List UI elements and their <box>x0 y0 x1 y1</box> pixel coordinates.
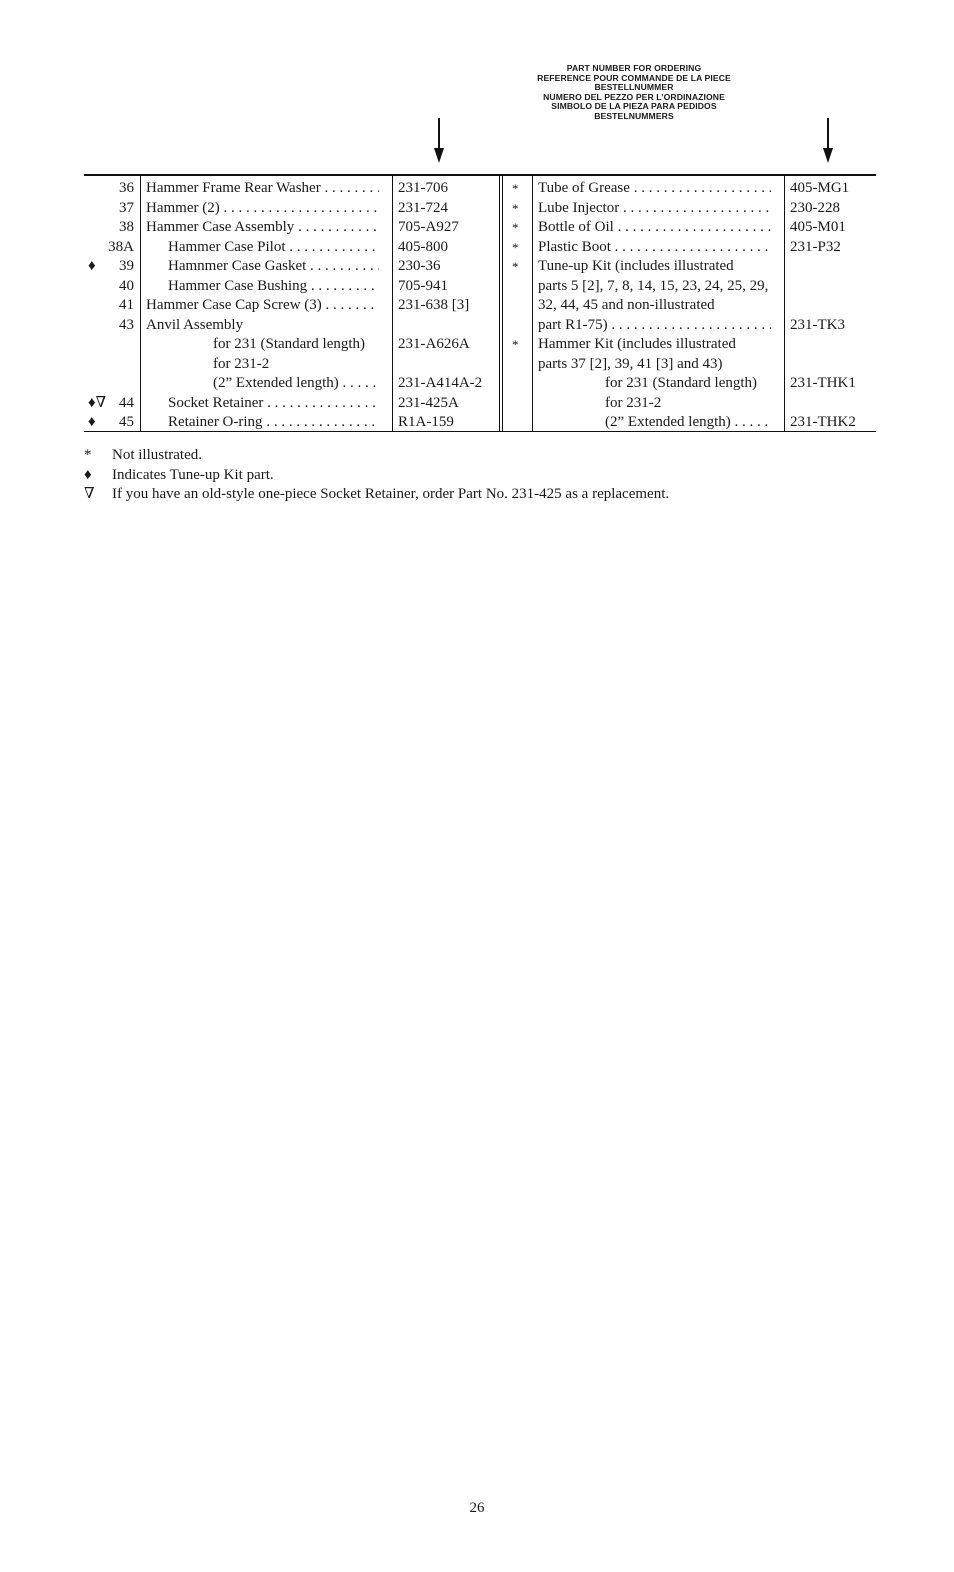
header-line: BESTELNUMMERS <box>594 110 674 121</box>
not-illustrated-mark: * <box>512 259 519 274</box>
table-row <box>0 316 954 335</box>
part-description <box>538 277 771 296</box>
part-description <box>538 296 771 315</box>
page-number: 26 <box>469 1500 485 1516</box>
table-row <box>0 394 954 413</box>
table-row <box>0 277 954 296</box>
part-number: 231-425A <box>398 394 459 411</box>
part-number: 405-800 <box>398 238 448 255</box>
part-description <box>605 374 771 393</box>
part-number: 405-MG1 <box>790 180 850 196</box>
part-description-text: parts 5 [2], 7, 8, 14, 15, 23, 24, 25, 29, <box>538 277 769 294</box>
part-number: 705-941 <box>398 277 448 294</box>
part-description-text: for 231-2 <box>213 355 270 372</box>
part-description <box>538 355 771 374</box>
header-line: BESTELLNUMMER <box>594 82 674 93</box>
part-description-text: for 231 (Standard length) <box>605 375 758 391</box>
part-description-text: Lube Injector <box>538 199 620 216</box>
footnote-text: Not illustrated. <box>112 447 202 463</box>
part-number: 230-36 <box>398 258 441 274</box>
part-description-text: Hammer Case Pilot <box>168 238 286 255</box>
part-description <box>538 316 771 335</box>
part-description-text: Plastic Boot <box>538 238 611 255</box>
part-description <box>605 394 771 413</box>
part-number: 705-A927 <box>398 219 459 235</box>
part-description <box>538 335 771 354</box>
leader-dots <box>619 200 771 216</box>
item-number: 38 <box>119 219 134 235</box>
table-row <box>0 296 954 315</box>
item-number: 44 <box>119 394 134 411</box>
part-number: 231-706 <box>398 180 448 196</box>
table-row <box>0 218 954 237</box>
part-description-text: Hammer (2) <box>146 199 220 216</box>
item-number: 39 <box>119 258 134 274</box>
part-description-text: Hamnmer Case Gasket <box>168 258 307 274</box>
footnote-symbol: ♦ <box>84 466 92 483</box>
table-row <box>0 238 954 257</box>
item-number: 37 <box>119 199 134 216</box>
table-row <box>0 374 954 393</box>
header-line: NUMERO DEL PEZZO PER L’ORDINAZIONE <box>543 91 725 102</box>
item-number: 43 <box>119 316 134 333</box>
table-row <box>0 199 954 218</box>
part-description <box>538 238 771 257</box>
table-row <box>0 355 954 374</box>
part-number: 231-TK3 <box>790 316 845 333</box>
part-description-text: 32, 44, 45 and non-illustrated <box>538 297 715 313</box>
part-number: 405-M01 <box>790 219 846 235</box>
part-number: 231-A626A <box>398 336 470 352</box>
part-description <box>538 179 771 198</box>
part-number: R1A-159 <box>398 414 454 430</box>
item-number: 38A <box>108 238 134 255</box>
part-description-text: Retainer O-ring <box>168 414 263 430</box>
part-number: 231-P32 <box>790 238 841 255</box>
leader-dots <box>614 219 771 235</box>
not-illustrated-mark: * <box>512 337 519 352</box>
part-number: 231-724 <box>398 199 448 216</box>
leader-dots <box>611 239 771 255</box>
part-number: 231-THK1 <box>790 375 856 391</box>
not-illustrated-mark: * <box>512 200 519 216</box>
item-number: 36 <box>119 180 134 196</box>
not-illustrated-mark: * <box>512 239 519 255</box>
part-description-text: (2” Extended length) <box>605 414 731 430</box>
left-arrow-icon <box>433 118 445 164</box>
part-description <box>538 199 771 218</box>
part-description-text: Bottle of Oil <box>538 219 614 235</box>
table-row <box>0 413 954 432</box>
part-number: 231-638 [3] <box>398 297 470 313</box>
part-number: 231-A414A-2 <box>398 375 483 391</box>
item-number: 40 <box>119 277 134 294</box>
part-description-text: Hammer Case Assembly <box>146 219 295 235</box>
leader-dots <box>731 414 771 430</box>
part-description-text: Hammer Frame Rear Washer <box>146 180 321 196</box>
table-row <box>0 335 954 354</box>
table-top-rule <box>84 174 876 176</box>
part-number: 231-THK2 <box>790 414 856 430</box>
table-row <box>0 179 954 198</box>
item-number: 45 <box>119 414 134 430</box>
part-description-text: for 231 (Standard length) <box>213 336 366 352</box>
part-description-text: Hammer Kit (includes illustrated <box>538 336 736 352</box>
part-description-text: Hammer Case Bushing <box>168 277 308 294</box>
tune-up-kit-mark: ♦ <box>88 258 96 274</box>
not-illustrated-mark: * <box>512 181 519 196</box>
part-description-text: parts 37 [2], 39, 41 [3] and 43) <box>538 355 723 372</box>
not-illustrated-mark: * <box>512 220 519 235</box>
part-description-text: Socket Retainer <box>168 394 264 411</box>
table-row <box>0 257 954 276</box>
part-description-text: Tune-up Kit (includes illustrated <box>538 258 734 274</box>
leader-dots <box>630 180 771 196</box>
part-number: 230-228 <box>790 199 840 216</box>
part-description <box>538 218 771 237</box>
footnote-symbol: * <box>84 447 92 463</box>
item-number: 41 <box>119 297 134 313</box>
part-description-text: Anvil Assembly <box>146 316 244 333</box>
footnote-text: Indicates Tune-up Kit part. <box>112 466 274 483</box>
part-description-text: for 231-2 <box>605 394 662 411</box>
part-description <box>605 413 771 432</box>
footnote-text: If you have an old-style one-piece Socket Retainer, order Part No. 231-425 as a replacement. <box>112 486 670 502</box>
footnote-symbol: ∇ <box>84 486 95 502</box>
part-description-text: Hammer Case Cap Screw (3) <box>146 297 322 313</box>
tune-up-kit-mark: ♦ <box>88 414 96 430</box>
part-description <box>538 257 771 276</box>
tune-up-kit-mark: ♦∇ <box>88 394 107 411</box>
header-line: SIMBOLO DE LA PIEZA PARA PEDIDOS <box>551 101 717 112</box>
part-number-header <box>520 64 748 122</box>
part-description-text: (2” Extended length) <box>213 375 339 391</box>
right-arrow-icon <box>822 118 834 164</box>
header-line: PART NUMBER FOR ORDERING <box>566 63 702 73</box>
header-line: REFERENCE POUR COMMANDE DE LA PIECE <box>537 72 731 83</box>
part-description-text: Tube of Grease <box>538 180 630 196</box>
leader-dots <box>608 317 771 333</box>
part-description-text: part R1-75) <box>538 316 608 333</box>
